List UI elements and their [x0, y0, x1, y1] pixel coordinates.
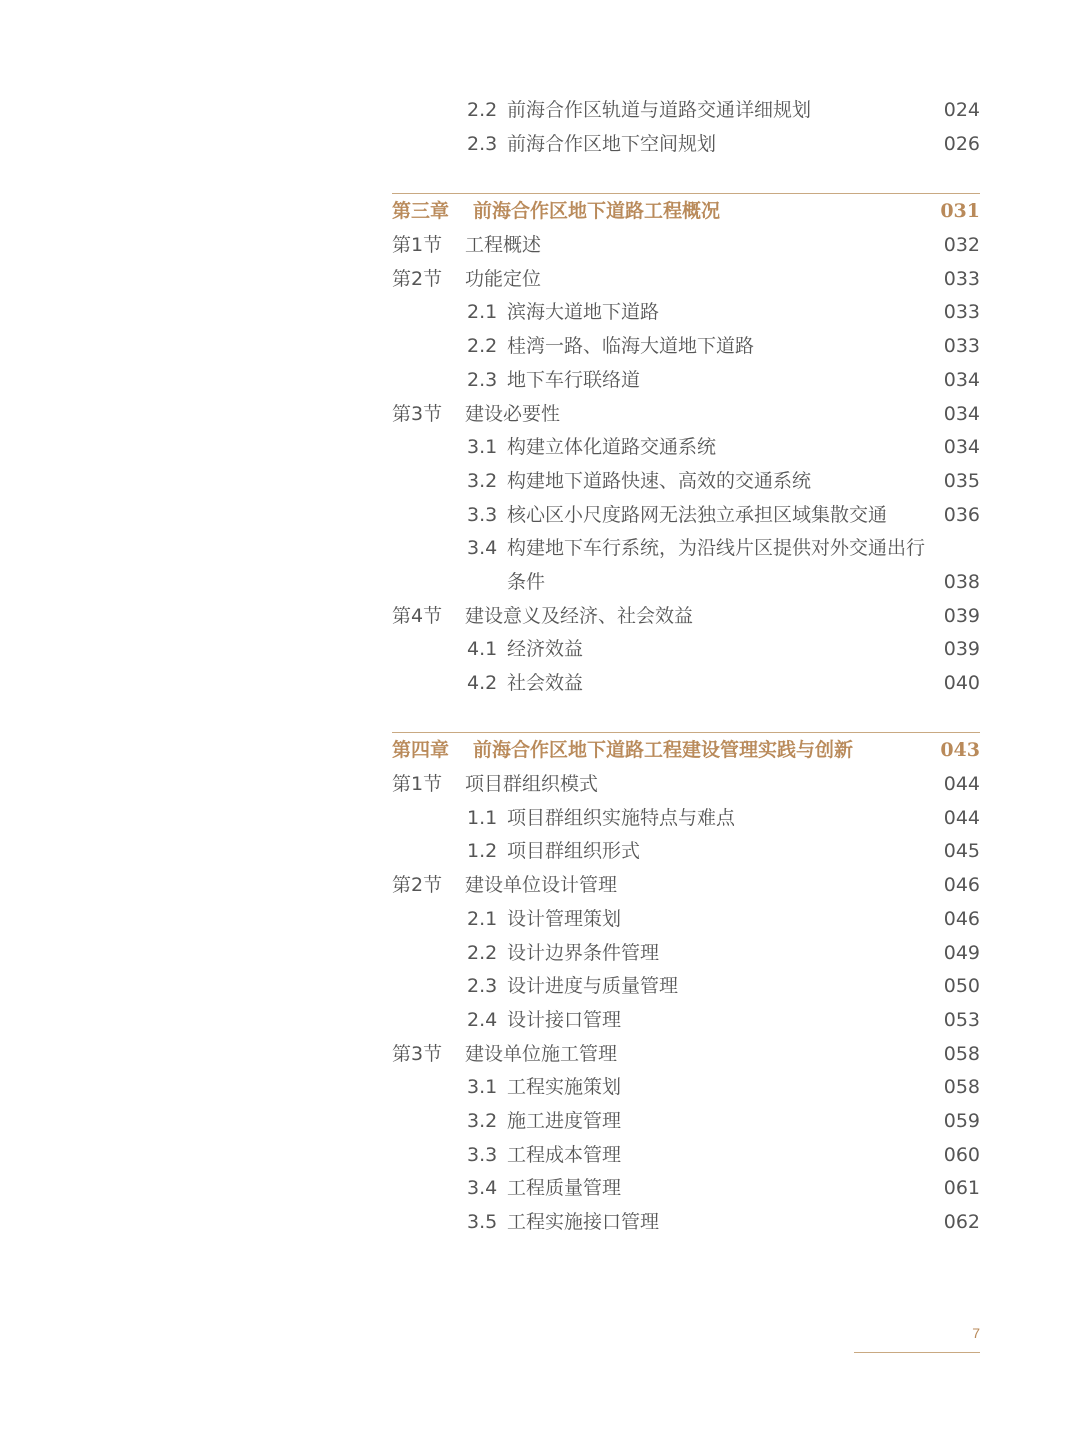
entry-page: 034: [943, 402, 980, 425]
entry-number: 3.3: [467, 503, 498, 526]
entry-number: 2.1: [467, 301, 498, 324]
entry-page: 035: [943, 469, 980, 492]
entry-label: 工程概述: [465, 234, 542, 256]
entry-page: 058: [943, 1042, 980, 1065]
entry-number: 2.4: [467, 1008, 498, 1031]
entry-label: 设计管理策划: [507, 907, 622, 930]
entry-label: 建设意义及经济、社会效益: [465, 604, 694, 627]
entry-number: 3.5: [467, 1211, 498, 1234]
entry-label: 经济效益: [507, 638, 584, 661]
entry-number: 第1节: [392, 234, 443, 256]
entry-number: 2.2: [467, 99, 498, 121]
entry-label: 项目群组织形式: [507, 840, 641, 863]
entry-number: 3.4: [467, 537, 498, 560]
entry-label: 社会效益: [507, 672, 584, 695]
entry-number: 3.4: [467, 1177, 498, 1200]
entry-number: 3.1: [467, 1076, 498, 1099]
entry-number: 2.2: [467, 335, 498, 358]
entry-label: 条件: [507, 571, 546, 593]
chapter-title: 前海合作区地下道路工程建设管理实践与创新: [473, 739, 854, 761]
entry-page: 059: [943, 1110, 980, 1132]
entry-page: 034: [943, 436, 980, 459]
entry-page: 033: [943, 267, 980, 290]
entry-label: 核心区小尺度路网无法独立承担区域集散交通: [507, 503, 888, 526]
entry-number: 3.2: [467, 469, 498, 492]
entry-page: 046: [943, 907, 980, 930]
chapter-number: 第四章: [392, 739, 450, 761]
entry-label: 项目群组织实施特点与难点: [507, 806, 736, 829]
entry-page: 040: [943, 672, 980, 695]
chapter-page: 043: [940, 739, 980, 761]
entry-label: 工程实施接口管理: [507, 1211, 660, 1234]
entry-page: 050: [943, 975, 980, 998]
entry-label: 工程成本管理: [507, 1143, 622, 1166]
entry-label: 设计接口管理: [507, 1008, 622, 1031]
entry-page: 033: [943, 335, 980, 358]
entry-number: 2.3: [467, 133, 498, 155]
entry-number: 第4节: [392, 604, 443, 627]
entry-number: 4.2: [467, 672, 498, 695]
entry-page: 044: [943, 806, 980, 829]
entry-page: 032: [943, 234, 980, 256]
entry-page: 024: [943, 99, 980, 121]
entry-page: 062: [943, 1211, 980, 1234]
entry-label: 地下车行联络道: [507, 368, 641, 391]
entry-number: 2.3: [467, 975, 498, 998]
entry-label: 工程实施策划: [507, 1076, 622, 1099]
entry-number: 1.1: [467, 806, 498, 829]
entry-page: 049: [943, 941, 980, 964]
entry-number: 第2节: [392, 874, 443, 897]
entry-number: 2.1: [467, 907, 498, 930]
footer-divider: [854, 1352, 980, 1353]
entry-label: 构建立体化道路交通系统: [507, 436, 717, 459]
entry-label: 设计边界条件管理: [507, 941, 660, 964]
page-number: 7: [972, 1325, 980, 1341]
entry-label: 项目群组织模式: [465, 773, 599, 795]
entry-page: 046: [943, 874, 980, 897]
entry-number: 2.2: [467, 941, 498, 964]
entry-label: 桂湾一路、临海大道地下道路: [507, 335, 755, 358]
entry-number: 第1节: [392, 773, 443, 795]
entry-label: 前海合作区地下空间规划: [507, 133, 717, 155]
chapter-title: 前海合作区地下道路工程概况: [473, 200, 721, 222]
entry-label: 功能定位: [465, 267, 542, 290]
entry-label: 构建地下车行系统，为沿线片区提供对外交通出行: [507, 537, 926, 560]
entry-page: 039: [943, 604, 980, 627]
entry-label: 建设必要性: [465, 402, 561, 425]
entry-label: 建设单位设计管理: [465, 874, 618, 897]
chapter-number: 第三章: [392, 200, 450, 222]
entry-page: 026: [943, 133, 980, 155]
entry-number: 4.1: [467, 638, 498, 661]
entry-number: 第3节: [392, 1042, 443, 1065]
entry-label: 构建地下道路快速、高效的交通系统: [507, 469, 812, 492]
chapter-page: 031: [940, 200, 980, 222]
entry-page: 036: [943, 503, 980, 526]
entry-number: 3.1: [467, 436, 498, 459]
entry-label: 施工进度管理: [507, 1110, 622, 1132]
entry-page: 045: [943, 840, 980, 863]
entry-page: 033: [943, 301, 980, 324]
entry-page: 053: [943, 1008, 980, 1031]
entry-number: 2.3: [467, 368, 498, 391]
entry-label: 建设单位施工管理: [465, 1042, 618, 1065]
entry-page: 038: [943, 571, 980, 593]
entry-page: 044: [943, 773, 980, 795]
entry-page: 058: [943, 1076, 980, 1099]
entry-page: 039: [943, 638, 980, 661]
entry-number: 3.2: [467, 1110, 498, 1132]
entry-number: 3.3: [467, 1143, 498, 1166]
entry-number: 第3节: [392, 402, 443, 425]
entry-label: 前海合作区轨道与道路交通详细规划: [507, 99, 812, 121]
entry-label: 设计进度与质量管理: [507, 975, 679, 998]
entry-label: 滨海大道地下道路: [507, 301, 660, 324]
entry-page: 060: [943, 1143, 980, 1166]
entry-page: 061: [943, 1177, 980, 1200]
entry-label: 工程质量管理: [507, 1177, 622, 1200]
entry-page: 034: [943, 368, 980, 391]
entry-number: 1.2: [467, 840, 498, 863]
entry-number: 第2节: [392, 267, 443, 290]
